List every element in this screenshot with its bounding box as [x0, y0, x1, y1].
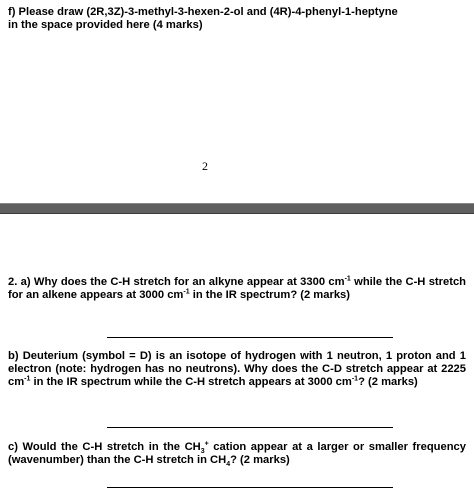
question-2b-superscript-2: -1: [351, 374, 359, 382]
question-2b-text-1: b) Deuterium (symbol = D) is an isotope of hydrogen with 1 neutron, 1 proton and 1 electron (note: hydrogen has no neutrons). Why does the C-D stretch appear at 2225 cm: [8, 350, 466, 388]
question-2a-superscript-1: -1: [344, 275, 351, 283]
question-2b-superscript-1: -1: [24, 374, 31, 382]
answer-line-2a[interactable]: [107, 337, 393, 338]
question-2a-text-2: while the C-H stretch for an alkene appears at 3000 cm: [8, 276, 466, 301]
question-f-line2: in the space provided here (4 marks): [8, 18, 203, 31]
question-2c-subscript-1: 3: [200, 448, 205, 456]
question-2a: [8, 276, 466, 302]
question-2c-text-1: c) Would the C-H stretch in the CH: [8, 441, 201, 453]
question-2b-text-2: in the IR spectrum while the C-H stretch appears at 3000 cm: [30, 375, 352, 388]
question-f: [8, 6, 466, 32]
answer-line-2c[interactable]: [107, 487, 393, 488]
question-2c-text-3: ? (2 marks): [230, 453, 290, 466]
question-2c: [8, 441, 466, 467]
question-2a-text-1: 2. a) Why does the C-H stretch for an alkyne appear at 3300 cm: [8, 276, 345, 288]
question-2c-superscript-1: +: [204, 440, 209, 448]
page-break-divider: [0, 203, 474, 214]
question-2a-superscript-2: -1: [183, 288, 190, 296]
question-2b: [8, 350, 466, 388]
question-2c-subscript-2: 4: [226, 461, 231, 469]
page-number: 2: [202, 159, 208, 173]
question-2b-text-3: ? (2 marks): [358, 375, 418, 388]
question-f-line1: f) Please draw (2R,3Z)-3-methyl-3-hexen-2-ol and (4R)-4-phenyl-1-heptyne: [8, 6, 398, 18]
question-2c-text-2: cation appear at a larger or smaller frequency (wavenumber) than the C-H stretch in CH: [8, 441, 466, 466]
answer-line-2b[interactable]: [107, 427, 393, 428]
question-2a-text-3: in the IR spectrum? (2 marks): [189, 288, 351, 301]
